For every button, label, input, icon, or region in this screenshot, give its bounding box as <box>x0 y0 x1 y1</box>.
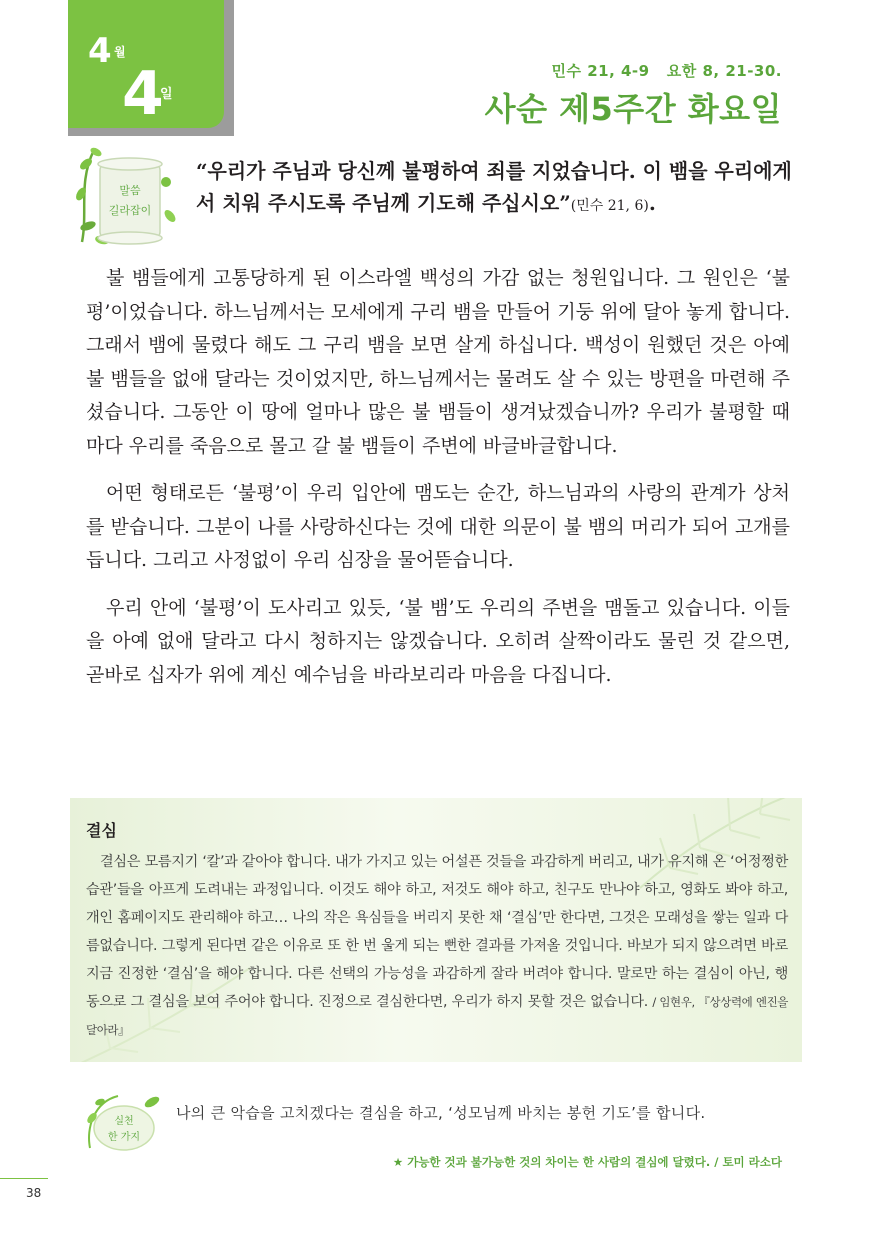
practice-badge-line-1: 실천 <box>114 1116 134 1127</box>
body-paragraph: 불 뱀들에게 고통당하게 된 이스라엘 백성의 가감 없는 청원입니다. 그 원인은 ‘불평’이었습니다. 하느님께서는 모세에게 구리 뱀을 만들어 기둥 위에 달아 놓게 합니다. 그래서 뱀에 물렸다 해도 그 구리 뱀을 보면 살게 하십니다. 백성이 원했던 것은 아예 불 뱀들을 없애 달라는 것이었지만, 하느님께서는 물려도 살 수 있는 방편을 마련해 주셨습니다. 그동안 이 땅에 얼마나 많은 불 뱀들이 생겨났겠습니까? 우리가 불평할 때마다 우리를 죽음으로 몰고 갈 불 뱀들이 주변에 바글바글합니다. <box>86 267 791 457</box>
page-number: 38 <box>26 1186 42 1200</box>
date-month-unit: 월 <box>114 45 126 59</box>
practice-text: 나의 큰 악습을 고치겠다는 결심을 하고, ‘성모님께 바치는 봉헌 기도’를 합니다. <box>176 1104 706 1122</box>
page-title: 사순 제5주간 화요일 <box>484 90 782 128</box>
date-day: 4 <box>122 59 164 129</box>
body-paragraph: 어떤 형태로든 ‘불평’이 우리 입안에 맴도는 순간, 하느님과의 사랑의 관계가 상처를 받습니다. 그분이 나를 사랑하신다는 것에 대한 의문이 불 뱀의 머리가 되어 고개를 듭니다. 그리고 사정없이 우리 심장을 물어뜯습니다. <box>86 482 790 571</box>
resolution-box <box>70 798 802 1062</box>
body-paragraph: 우리 안에 ‘불평’이 도사리고 있듯, ‘불 뱀’도 우리의 주변을 맴돌고 있습니다. 이들을 아예 없애 달라고 다시 청하지는 않겠습니다. 오히려 살짝이라도 물린 것 같으면, 곧바로 십자가 위에 계신 예수님을 바라보리라 마음을 다집니다. <box>86 596 790 686</box>
badge-line-2: 길라잡이 <box>108 204 152 217</box>
footer-quote <box>393 1154 782 1170</box>
footer-quote-text: 가능한 것과 불가능한 것의 차이는 한 사람의 결심에 달렸다. / 토미 라소다 <box>407 1155 782 1169</box>
quote-text: “우리가 주님과 당신께 불평하여 죄를 지었습니다. 이 뱀을 우리에게서 치워 주시도록 주님께 기도해 주십시오” <box>196 159 792 215</box>
date-day-unit: 일 <box>160 87 173 102</box>
page-divider <box>0 1178 48 1179</box>
scripture-reference: 민수 21, 4-9 요한 8, 21-30. <box>551 62 782 80</box>
scroll-vine-icon <box>74 142 182 250</box>
scripture-quote <box>196 155 798 222</box>
date-badge <box>68 0 224 128</box>
star-icon: ★ <box>392 1155 404 1169</box>
resolution-title: 결심 <box>86 821 117 840</box>
quote-end: . <box>648 191 656 215</box>
resolution-source: / 임현우, 『상상력에 엔진을 달아라』 <box>86 995 788 1037</box>
date-tab <box>68 0 234 136</box>
date-month: 4 <box>88 31 112 71</box>
quote-citation: (민수 21, 6) <box>570 198 649 214</box>
resolution-text <box>86 848 788 1044</box>
badge-line-1: 말씀 <box>119 184 141 197</box>
meditation-body <box>86 262 790 692</box>
resolution-paragraph: 결심은 모름지기 ‘칼’과 같아야 합니다. 내가 가지고 있는 어설픈 것들을 과감하게 버리고, 내가 유지해 온 ‘어정쩡한 습관’들을 아프게 도려내는 과정입니다. 이것도 해야 하고, 저것도 해야 하고, 친구도 만나야 하고, 영화도 봐야 하고, 개인 홈페이지도 관리해야 하고… 나의 작은 욕심들을 버리지 못한 채 ‘결심’만 한다면, 그것은 모래성을 쌓는 일과 다름없습니다. 그렇게 된다면 같은 이유로 또 한 번 울게 되는 뻔한 결과를 가져올 것입니다. 바보가 되지 않으려면 바로 지금 진정한 ‘결심’을 해야 합니다. 다른 선택의 가능성을 과감하게 잘라 버려야 합니다. 말로만 하는 결심이 아닌, 행동으로 그 결심을 보여 주어야 합니다. 진정으로 결심한다면, 우리가 하지 못할 것은 없습니다. <box>86 854 788 1010</box>
practice-badge-line-2: 한 가지 <box>107 1132 141 1143</box>
practice-leaf-icon <box>84 1088 164 1154</box>
